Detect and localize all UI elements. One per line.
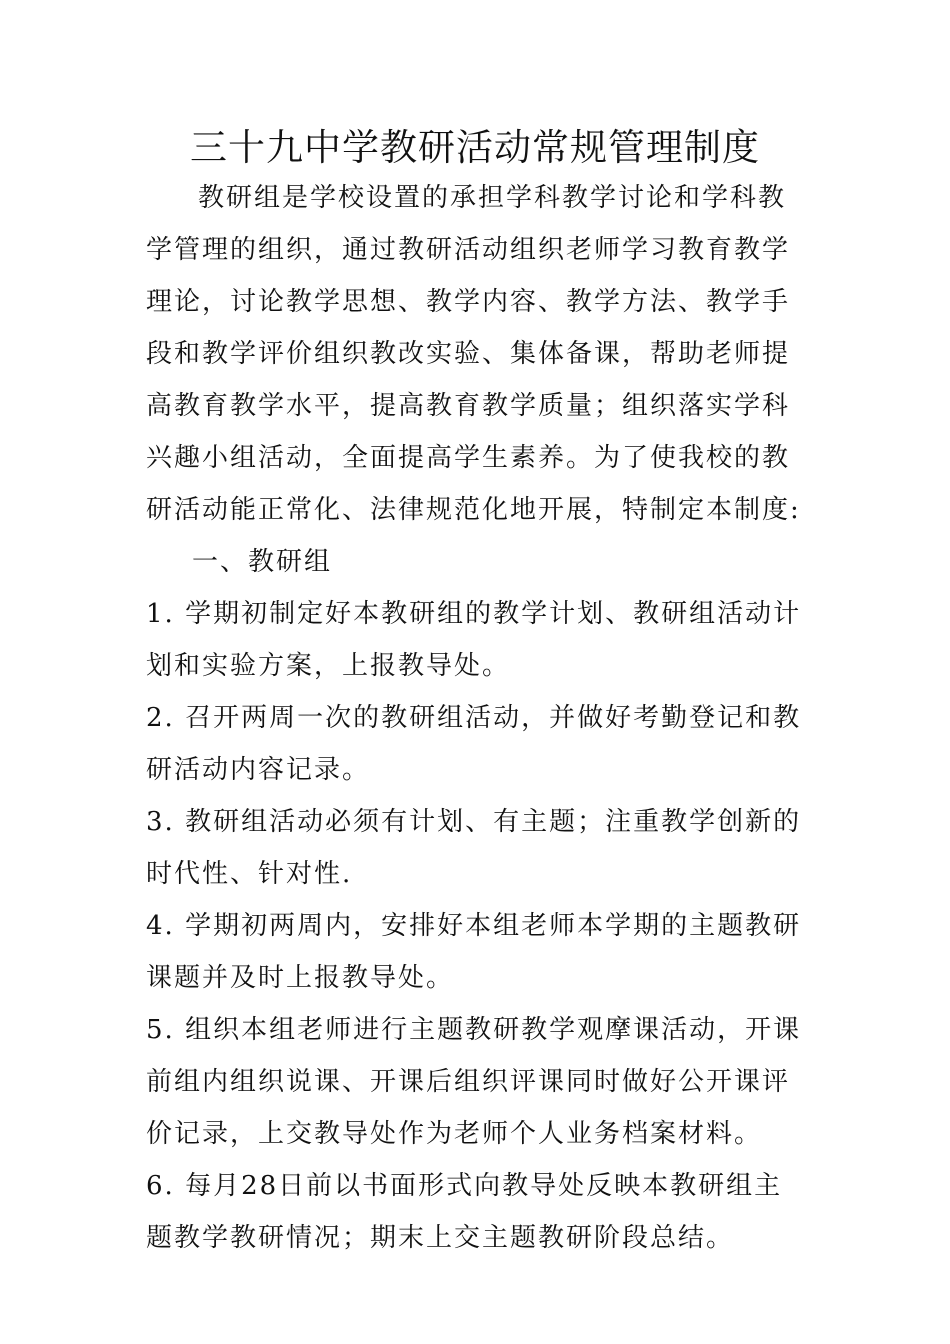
list-item: 3. 教研组活动必须有计划、有主题；注重教学创新的时代性、针对性. [146,807,802,889]
list-item: 4. 学期初两周内，安排好本组老师本学期的主题教研课题并及时上报教导处。 [146,911,802,993]
section-heading: 一、教研组 [192,547,333,577]
document-body [146,172,810,1264]
document-title: 三十九中学教研活动常规管理制度 [190,126,760,169]
list-item: 1. 学期初制定好本教研组的教学计划、教研组活动计划和实验方案，上报教导处。 [146,599,802,681]
list-item: 2. 召开两周一次的教研组活动，并做好考勤登记和教研活动内容记录。 [146,703,802,785]
list-item: 6. 每月28日前以书面形式向教导处反映本教研组主题教学教研情况；期末上交主题教研阶段总结。 [146,1171,783,1253]
intro-paragraph: 教研组是学校设置的承担学科教学讨论和学科教学管理的组织，通过教研活动组织老师学习教育教学理论，讨论教学思想、教学内容、教学方法、教学手段和教学评价组织教改实验、集体备课，帮助老师提高教育教学水平，提高教育教学质量；组织落实学科兴趣小组活动，全面提高学生素养。为了使我校的教研活动能正常化、法律规范化地开展，特制定本制度: [146,183,801,525]
list-item: 5. 组织本组老师进行主题教研教学观摩课活动，开课前组内组织说课、开课后组织评课同时做好公开课评价记录，上交教导处作为老师个人业务档案材料。 [146,1015,802,1149]
